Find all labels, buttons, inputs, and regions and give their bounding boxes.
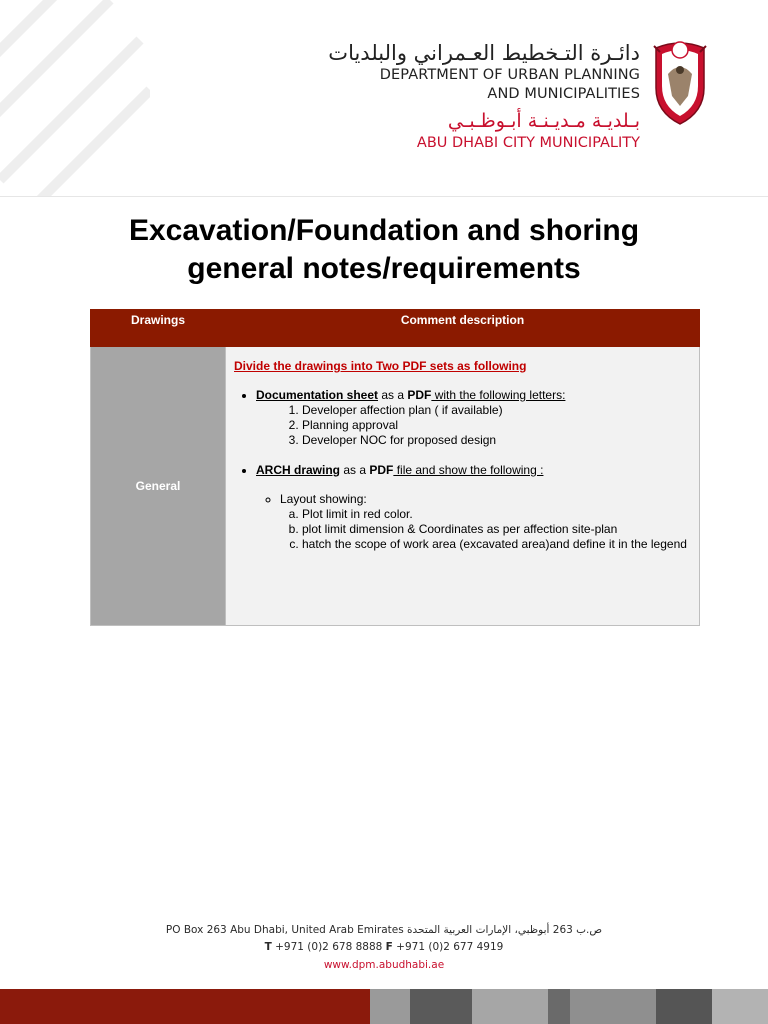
falcon-emblem-icon — [648, 36, 712, 126]
phone-label: T — [264, 941, 272, 953]
page-header — [0, 0, 768, 196]
list-item — [256, 388, 691, 448]
item-text: with the following letters: — [431, 388, 566, 402]
decorative-pattern — [0, 0, 150, 196]
sub-bullet-list — [256, 492, 691, 552]
item-text: as a — [378, 388, 408, 402]
category-cell: General — [91, 347, 226, 626]
organization-name — [328, 40, 640, 152]
title-line2: general notes/requirements — [187, 252, 581, 285]
footer-website-link[interactable]: www.dpm.abudhabi.ae — [323, 959, 445, 971]
bullet-list — [234, 388, 691, 552]
list-item: a. Plot limit in red color. — [302, 507, 691, 522]
description-cell — [226, 347, 700, 626]
item-text: PDF — [369, 463, 394, 477]
page-title — [0, 212, 768, 288]
page-footer — [0, 922, 768, 974]
layout-label: Layout showing: — [280, 492, 367, 506]
bottom-bar-block — [472, 989, 548, 1024]
bottom-bar-block — [548, 989, 570, 1024]
table-header-row — [91, 310, 700, 347]
item-text: PDF — [407, 388, 432, 402]
municipality-name: ABU DHABI CITY MUNICIPALITY — [416, 135, 640, 151]
arabic-department-name: دائـرة التـخطيط العـمراني والبلديات — [328, 41, 640, 65]
phone-number: +971 (0)2 678 8888 — [271, 941, 386, 953]
bottom-bar-block — [570, 989, 656, 1024]
arabic-municipality-name: بـلديـة مـديـنـة أبـوظـبـي — [447, 110, 640, 132]
list-item: b. plot limit dimension & Coordinates as per affection site-plan — [302, 522, 691, 537]
list-item: c. hatch the scope of work area (excavated area)and define it in the legend — [302, 537, 691, 552]
bottom-bar-block — [656, 989, 712, 1024]
bottom-bar-block — [712, 989, 768, 1024]
item-text: file and show the following : — [393, 463, 544, 477]
footer-address: PO Box 263 Abu Dhabi, United Arab Emirates ص.ب 263 أبوظبي، الإمارات العربية المتحدة — [165, 924, 603, 936]
list-item: 2. Planning approval — [302, 418, 691, 433]
list-item — [256, 463, 691, 552]
item-text: as a — [340, 463, 370, 477]
list-item — [280, 492, 691, 552]
department-name-line1: DEPARTMENT OF URBAN PLANNING — [379, 67, 640, 83]
title-line1: Excavation/Foundation and shoring — [128, 214, 640, 247]
lettered-list — [280, 507, 691, 552]
department-name-line2: AND MUNICIPALITIES — [487, 86, 640, 102]
bottom-bar-block — [370, 989, 410, 1024]
item-label: Documentation sheet — [256, 388, 379, 402]
bottom-bar-block — [410, 989, 472, 1024]
header-divider — [0, 196, 768, 197]
intro-text: Divide the drawings into Two PDF sets as following — [234, 359, 527, 373]
table-row — [91, 347, 700, 626]
item-label: ARCH drawing — [256, 463, 340, 477]
fax-number: +971 (0)2 677 4919 — [392, 941, 504, 953]
column-header-drawings: Drawings — [91, 310, 226, 347]
fax-label: F — [385, 941, 393, 953]
column-header-comment: Comment description — [226, 310, 700, 347]
list-item: 3. Developer NOC for proposed design — [302, 433, 691, 448]
numbered-list — [256, 403, 691, 448]
footer-phone — [0, 938, 768, 956]
list-item: 1. Developer affection plan ( if available) — [302, 403, 691, 418]
requirements-table — [90, 309, 700, 626]
